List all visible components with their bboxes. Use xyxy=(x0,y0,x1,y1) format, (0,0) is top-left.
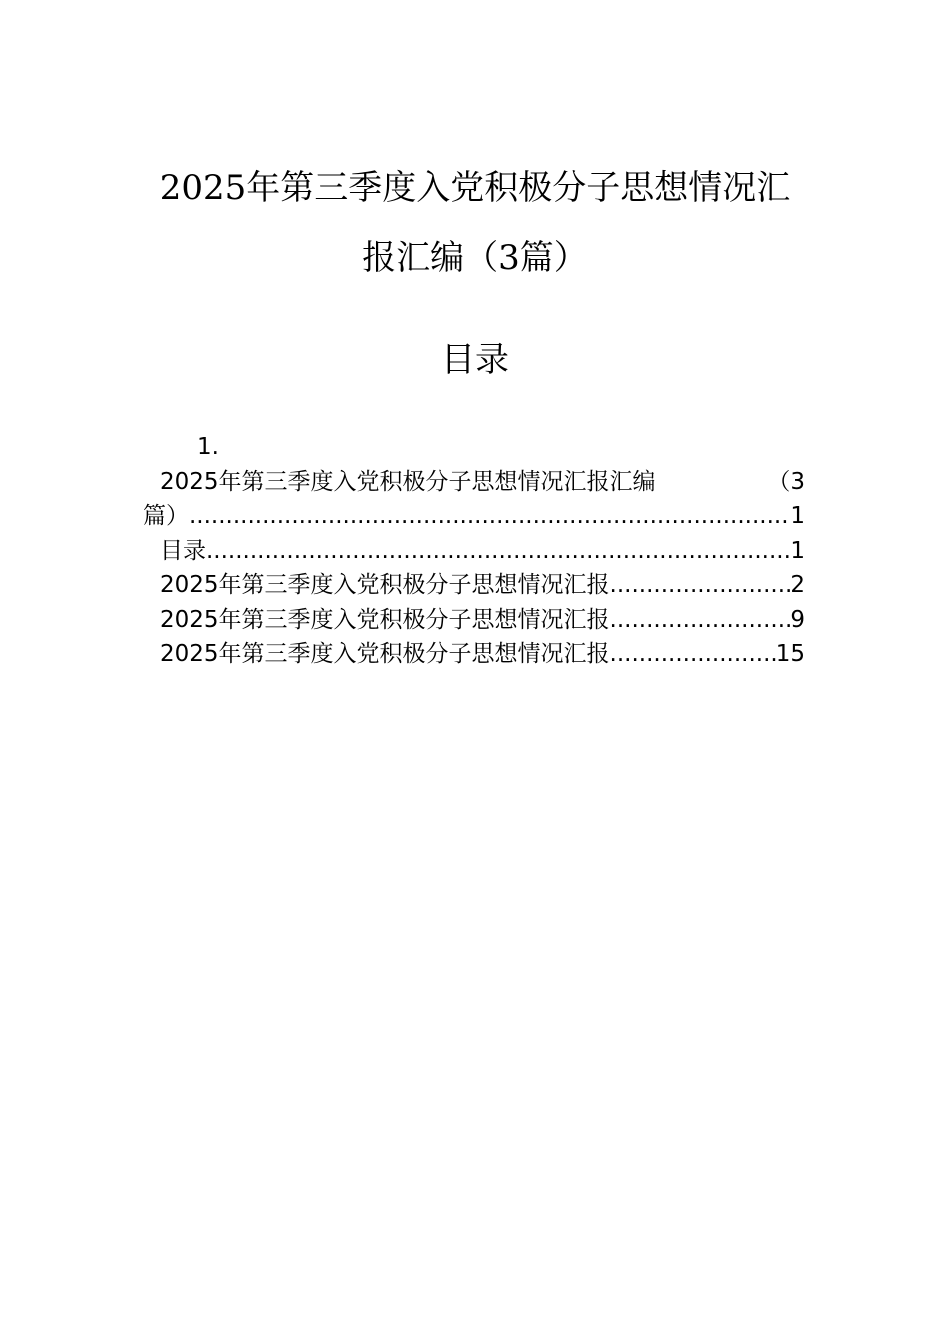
toc-entry-1-page: 1 xyxy=(790,503,805,529)
toc-entry-2-page: 1 xyxy=(790,537,805,564)
toc-entry-3-page: 2 xyxy=(790,572,805,598)
toc-entry-1-tail: （3 xyxy=(767,468,805,495)
toc-entry-2[interactable] xyxy=(143,534,805,569)
toc-entry-4-page: 9 xyxy=(790,606,805,633)
toc-leader-dots xyxy=(206,534,790,569)
document-title-line-1: 2025年第三季度入党积极分子思想情况汇 xyxy=(159,168,791,208)
toc-entry-5-page: 15 xyxy=(775,641,805,667)
toc-leader-dots xyxy=(610,568,791,603)
toc-leader-dots xyxy=(610,637,776,672)
document-title-line-2: 报汇编（3篇） xyxy=(362,238,588,278)
toc-entry-1-line-1[interactable] xyxy=(143,465,805,500)
toc-entry-3-text: 2025年第三季度入党积极分子思想情况汇报 xyxy=(160,572,610,598)
toc-heading: 目录 xyxy=(441,340,509,380)
toc-leader-dots xyxy=(610,603,791,638)
toc-entry-1-text-cont: 篇） xyxy=(143,503,189,529)
toc-entry-4-text: 2025年第三季度入党积极分子思想情况汇报 xyxy=(160,606,610,633)
table-of-contents xyxy=(143,430,805,672)
toc-leader-dots xyxy=(189,499,790,534)
toc-entry-1-line-2[interactable] xyxy=(143,499,805,534)
toc-entry-4[interactable] xyxy=(143,603,805,638)
toc-entry-number: 1. xyxy=(197,434,219,460)
toc-entry-1-text: 2025年第三季度入党积极分子思想情况汇报汇编 xyxy=(160,468,656,495)
toc-entry-5[interactable] xyxy=(143,637,805,672)
toc-entry-5-text: 2025年第三季度入党积极分子思想情况汇报 xyxy=(160,641,610,667)
toc-entry-2-text: 目录 xyxy=(160,537,206,564)
toc-entry-3[interactable] xyxy=(143,568,805,603)
